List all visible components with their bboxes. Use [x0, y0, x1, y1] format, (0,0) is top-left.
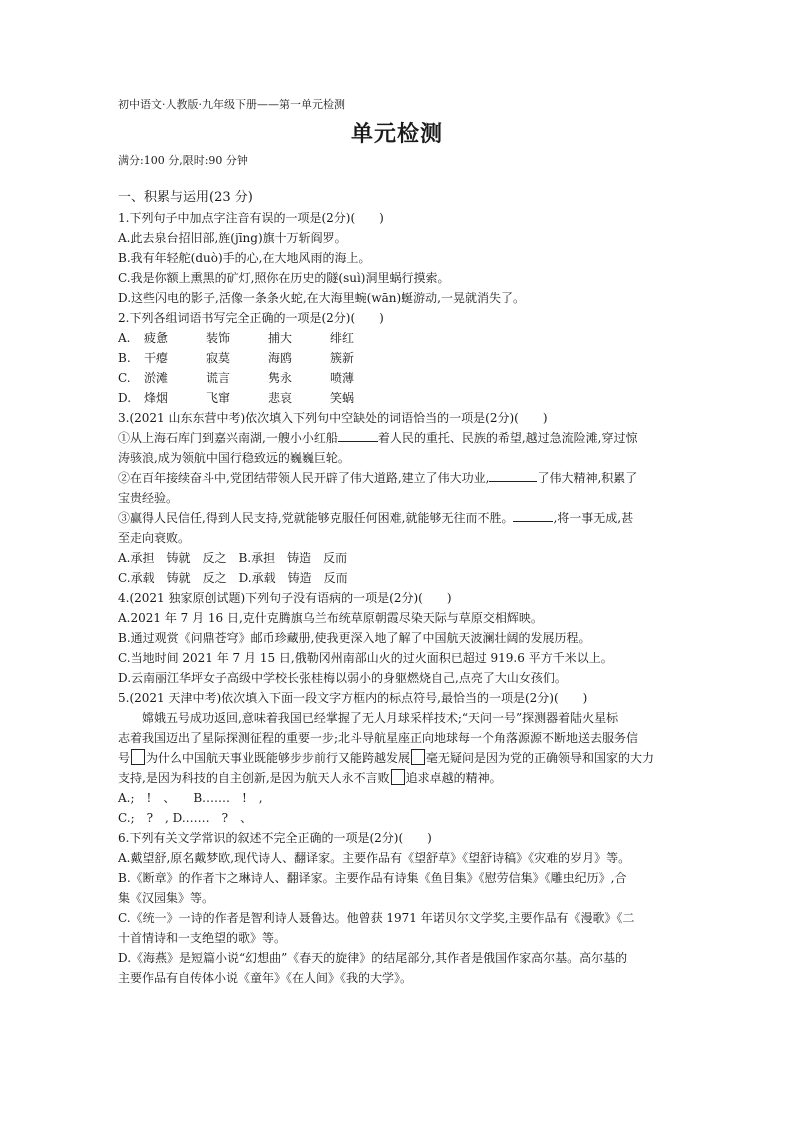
q3-sentence-2-cont: 宝贵经验。: [118, 491, 179, 505]
q6-option-c-cont: 十首情诗和一支绝望的歌》等。: [118, 931, 287, 945]
q4-option-c: C.当地时间 2021 年 7 月 15 日,俄勒冈州南部山火的过火面积已超过 919.6 平方千米以上。: [118, 651, 613, 665]
q3-stem: 3.(2021 山东东营中考)依次填入下列句中空缺处的词语恰当的一项是(2分)( ): [118, 411, 548, 425]
q2-option-a: A. 疲惫 装饰 捕大 绯红: [118, 331, 355, 345]
page-title: 单元检测: [350, 122, 443, 147]
q4-option-b: B.通过观赏《问鼎苍穹》邮币珍藏册,使我更深入地了解了中国航天波澜壮阔的发展历程。: [118, 631, 591, 645]
q4-option-a: A.2021 年 7 月 16 日,克什克腾旗乌兰布统草原朝霞尽染天际与草原交相辉映。: [118, 611, 543, 625]
q5-passage-2: 志着我国迈出了星际探测征程的重要一步;北斗导航星座正向地球每一个角落源源不断地送去服务信: [118, 731, 639, 745]
q2-option-d: D. 烽烟 飞窜 悲哀 笑蜗: [118, 391, 355, 405]
punctuation-box: [391, 769, 405, 785]
q3-sentence-2: ②在百年接续奋斗中,党团结带领人民开辟了伟大道路,建立了伟大功业, 了伟大精神,积累了: [118, 471, 638, 485]
q2-stem: 2.下列各组词语书写完全正确的一项是(2分)( ): [118, 311, 384, 325]
exam-body: [118, 188, 678, 988]
q5-options-ab: A.; ! 、 B.…… ! ,: [118, 791, 263, 805]
q6-option-b: B.《断章》的作者卞之琳诗人、翻译家。主要作品有诗集《鱼目集》《慰劳信集》《雕虫纪历》,合: [118, 871, 627, 885]
score-time-info: 满分:100 分,限时:90 分钟: [118, 154, 248, 167]
q3-sentence-1-cont: 涛骇浪,成为领航中国行稳致远的巍巍巨轮。: [118, 451, 350, 465]
q6-option-b-cont: 集《汉园集》等。: [118, 891, 215, 905]
blank-line: [489, 469, 537, 482]
punctuation-box: [411, 749, 425, 765]
q5-stem: 5.(2021 天津中考)依次填入下面一段文字方框内的标点符号,最恰当的一项是(2分)( ): [118, 691, 588, 705]
q5-passage-3: 号 为什么中国航天事业既能够步步前行又能跨越发展 毫无疑问是因为党的正确领导和国家的大力: [118, 751, 655, 765]
punctuation-box: [131, 749, 145, 765]
q6-option-a: A.戴望舒,原名戴梦欧,现代诗人、翻译家。主要作品有《望舒草》《望舒诗稿》《灾难的岁月》等。: [118, 851, 631, 865]
q2-option-b: B. 干瘪 寂莫 海鸥 簇新: [118, 351, 355, 365]
q5-passage-1: 嫦娥五号成功返回,意味着我国已经掌握了无人月球采样技术;“天问一号”探测器着陆火星标: [142, 711, 619, 725]
q6-option-d: D.《海燕》是短篇小说“幻想曲”《春天的旋律》的结尾部分,其作者是俄国作家高尔基。高尔基的: [118, 951, 628, 965]
q3-options-ab: A.承担 铸就 反之 B.承担 铸造 反而: [118, 551, 348, 565]
q1-option-b: B.我有年轻舵(duò)手的心,在大地风雨的海上。: [118, 251, 371, 265]
q1-option-a: A.此去泉台招旧部,旌(jīng)旗十万斩阎罗。: [118, 231, 347, 245]
document-header: 初中语文·人教版·九年级下册——第一单元检测: [118, 98, 345, 111]
q2-option-c: C. 淤滩 谎言 隽永 喷薄: [118, 371, 355, 385]
section-heading: 一、积累与运用(23 分): [118, 190, 253, 205]
q1-option-c: C.我是你额上熏黑的矿灯,照你在历史的隧(suì)洞里蜗行摸索。: [118, 271, 450, 285]
q4-stem: 4.(2021 独家原创试题)下列句子没有语病的一项是(2分)( ): [118, 591, 452, 605]
blank-line: [338, 429, 378, 442]
q3-options-cd: C.承载 铸就 反之 D.承载 铸造 反而: [118, 571, 348, 585]
q3-sentence-3: ③赢得人民信任,得到人民支持,党就能够克服任何困难,就能够无往而不胜。 ,将一事无成,甚: [118, 511, 634, 525]
q5-passage-4: 支持,是因为科技的自主创新,是因为航天人永不言败 追求卓越的精神。: [118, 771, 502, 785]
q4-option-d: D.云南丽江华坪女子高级中学校长张桂梅以弱小的身躯燃烧自己,点亮了大山女孩们。: [118, 671, 567, 685]
q3-sentence-3-cont: 至走向衰败。: [118, 531, 191, 545]
q6-option-c: C.《统一》一诗的作者是智利诗人聂鲁达。他曾获 1971 年诺贝尔文学奖,主要作品有《漫歌》《二: [118, 911, 635, 925]
blank-line: [513, 509, 553, 522]
q6-option-d-cont: 主要作品有自传体小说《童年》《在人间》《我的大学》。: [118, 971, 413, 985]
q6-stem: 6.下列有关文学常识的叙述不完全正确的一项是(2分)( ): [118, 831, 432, 845]
q5-options-cd: C.; ? , D.…… ? 、: [118, 811, 253, 825]
q1-option-d: D.这些闪电的影子,活像一条条火蛇,在大海里蜿(wān)蜒游动,一晃就消失了。: [118, 291, 525, 305]
q3-sentence-1: ①从上海石库门到嘉兴南湖,一艘小小红船 着人民的重托、民族的希望,越过急流险滩,穿过惊: [118, 431, 638, 445]
q1-stem: 1.下列句子中加点字注音有误的一项是(2分)( ): [118, 211, 384, 225]
